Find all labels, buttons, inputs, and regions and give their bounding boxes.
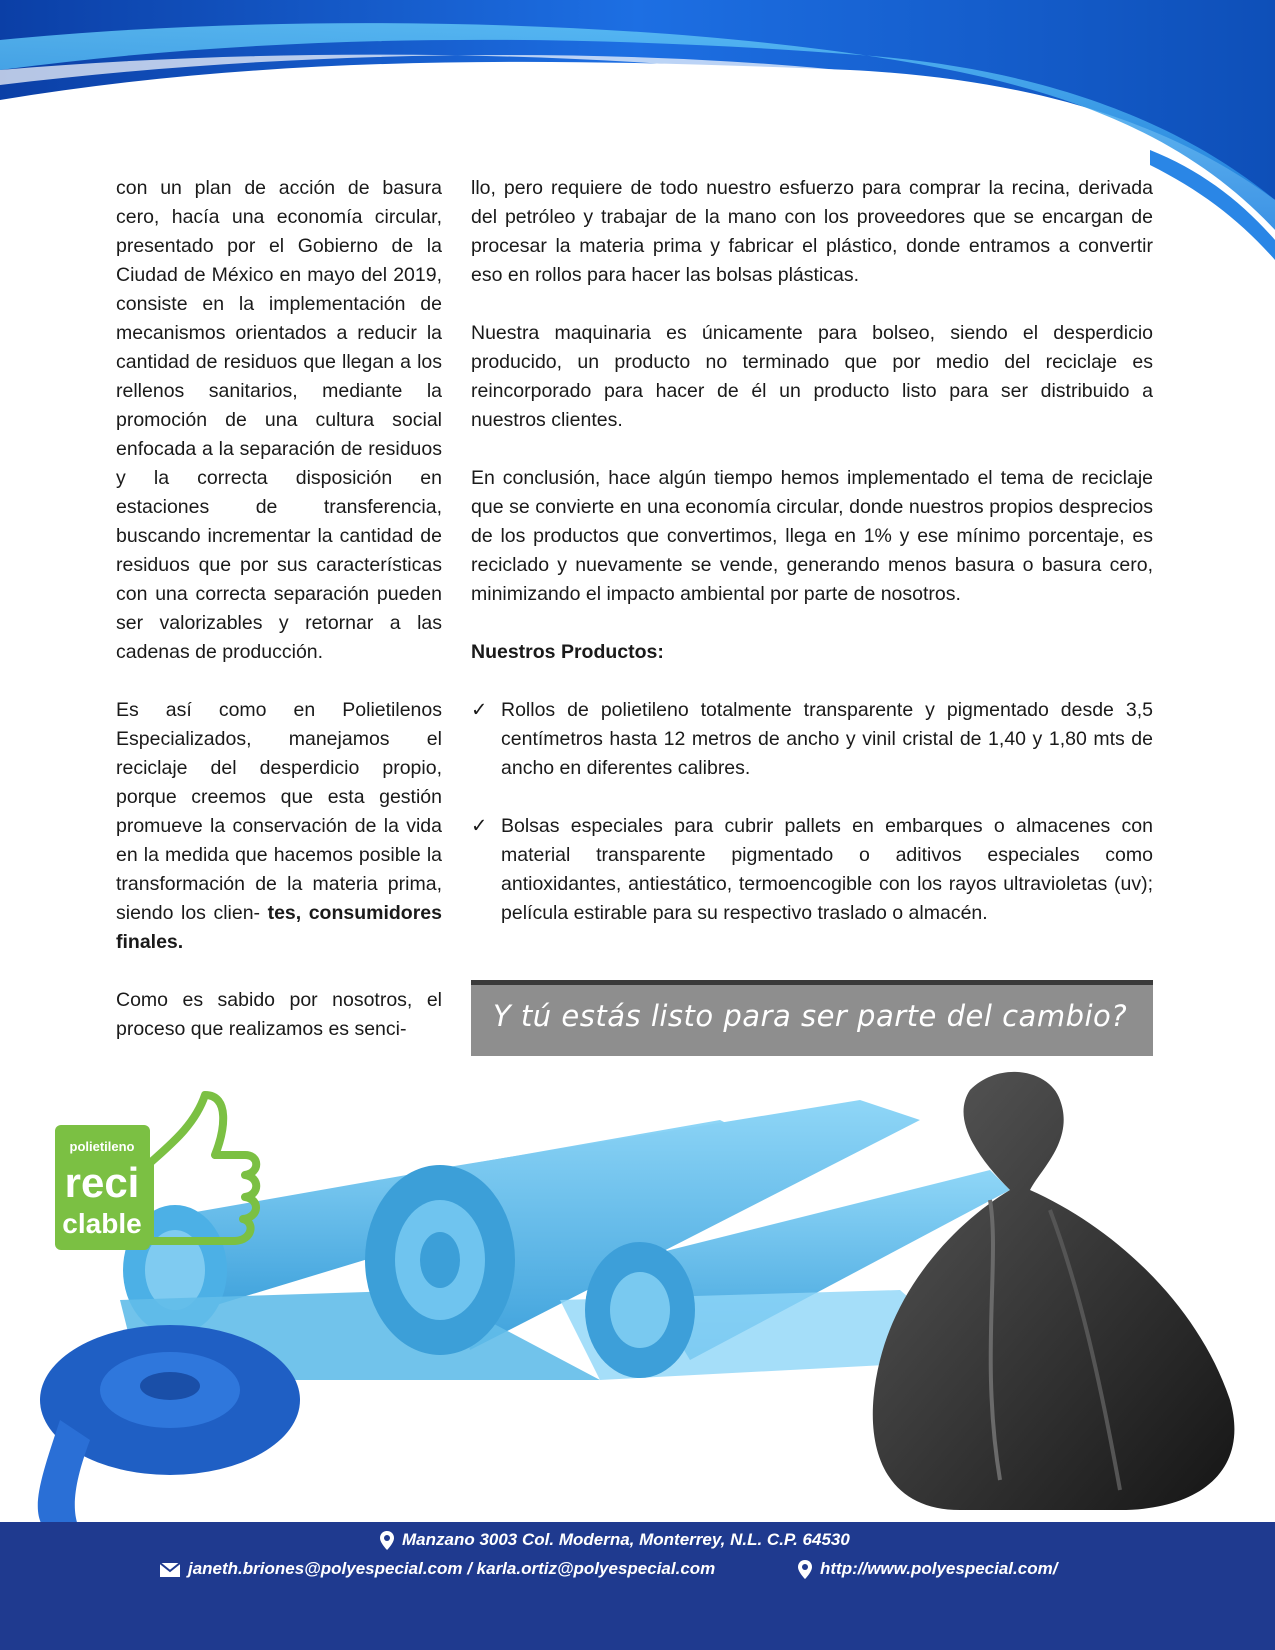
footer-website-link[interactable]: http://www.polyespecial.com/ — [820, 1559, 1058, 1578]
right-paragraph-3: En conclusión, hace algún tiempo hemos implementado el tema de reciclaje que se convierte en una economía circular, donde nuestros propios desprecios de los productos que convertimos, llega en 1% y ese mínimo porcentaje, es reciclado y nuevamente se vende, generando menos basura o basura cero, minimizando el impacto ambiental por parte de nosotros. — [471, 467, 1153, 605]
left-paragraph-2 — [116, 696, 442, 957]
product-item-rolls — [471, 696, 1153, 783]
product-item-text: Bolsas especiales para cubrir pallets en embarques o almacenes con material transparente pigmentado o aditivos especiales como antioxidantes, antiestático, termoencogible con los rayos ultravioletas (uv); película estirable para su respectivo traslado o almacén. — [501, 815, 1153, 924]
product-item-text: Rollos de polietileno totalmente transparente y pigmentado desde 3,5 centímetros hasta 12 metros de ancho y vinil cristal de 1,40 y 1,80 mts de ancho en diferentes calibres. — [501, 699, 1153, 779]
envelope-icon — [160, 1563, 180, 1577]
left-column — [116, 174, 442, 1044]
recyclable-badge — [55, 1085, 270, 1275]
call-to-action-text: Y tú estás listo para ser parte del cambio? — [493, 999, 1128, 1033]
footer-emails — [160, 1559, 715, 1579]
badge-line-3: clable — [62, 1208, 142, 1239]
right-column — [471, 174, 1153, 928]
location-pin-icon — [380, 1531, 394, 1550]
left-paragraph-2-text: Es así como en Polietilenos Especializados, manejamos el reciclaje del desperdicio propio, porque creemos que esta gestión promueve la conservación de la vida en la medida que hacemos posible la transformación de la materia prima, siendo los clien- — [116, 699, 442, 924]
products-title: Nuestros Productos: — [471, 641, 664, 663]
right-paragraph-2: Nuestra maquinaria es únicamente para bolseo, siendo el desperdicio producido, un producto no terminado que por medio del reciclaje es reincorporado para hacer de él un producto listo para ser distribuido a nuestros clientes. — [471, 322, 1153, 431]
black-garbage-bag — [873, 1072, 1235, 1510]
location-pin-icon — [798, 1560, 812, 1579]
left-paragraph-2-bold: tes, consumidores finales. — [116, 902, 442, 953]
call-to-action-banner — [471, 980, 1153, 1056]
footer-emails-text[interactable]: janeth.briones@polyespecial.com / karla.ortiz@polyespecial.com — [188, 1559, 716, 1578]
check-icon: ✓ — [471, 815, 488, 837]
product-item-bags — [471, 812, 1153, 928]
footer — [0, 1522, 1275, 1650]
right-paragraph-1: llo, pero requiere de todo nuestro esfuerzo para comprar la recina, derivada del petróleo y trabajar de la mano con los proveedores que se encargan de procesar la materia prima y fabricar el plástico, donde entramos a convertir eso en rollos para hacer las bolsas plásticas. — [471, 177, 1153, 286]
badge-line-1: polietileno — [69, 1139, 135, 1154]
footer-address — [380, 1530, 850, 1550]
flat-hose-roll — [38, 1325, 300, 1530]
check-icon: ✓ — [471, 699, 488, 721]
left-paragraph-1: con un plan de acción de basura cero, hacía una economía circular, presentado por el Gobierno de la Ciudad de México en mayo del 2019, consiste en la implementación de mecanismos orientados a reducir la cantidad de residuos que llegan a los rellenos sanitarios, mediante la promoción de una cultura social enfocada a la separación de residuos y la correcta disposición en estaciones de transferencia, buscando incrementar la cantidad de residuos que por sus características con una correcta separación pueden ser valorizables y retornar a las cadenas de producción. — [116, 177, 442, 663]
badge-line-2: reci — [64, 1159, 140, 1206]
footer-website — [798, 1559, 1057, 1579]
left-paragraph-3: Como es sabido por nosotros, el proceso que realizamos es senci- — [116, 989, 442, 1040]
footer-address-text: Manzano 3003 Col. Moderna, Monterrey, N.L. C.P. 64530 — [402, 1530, 850, 1549]
